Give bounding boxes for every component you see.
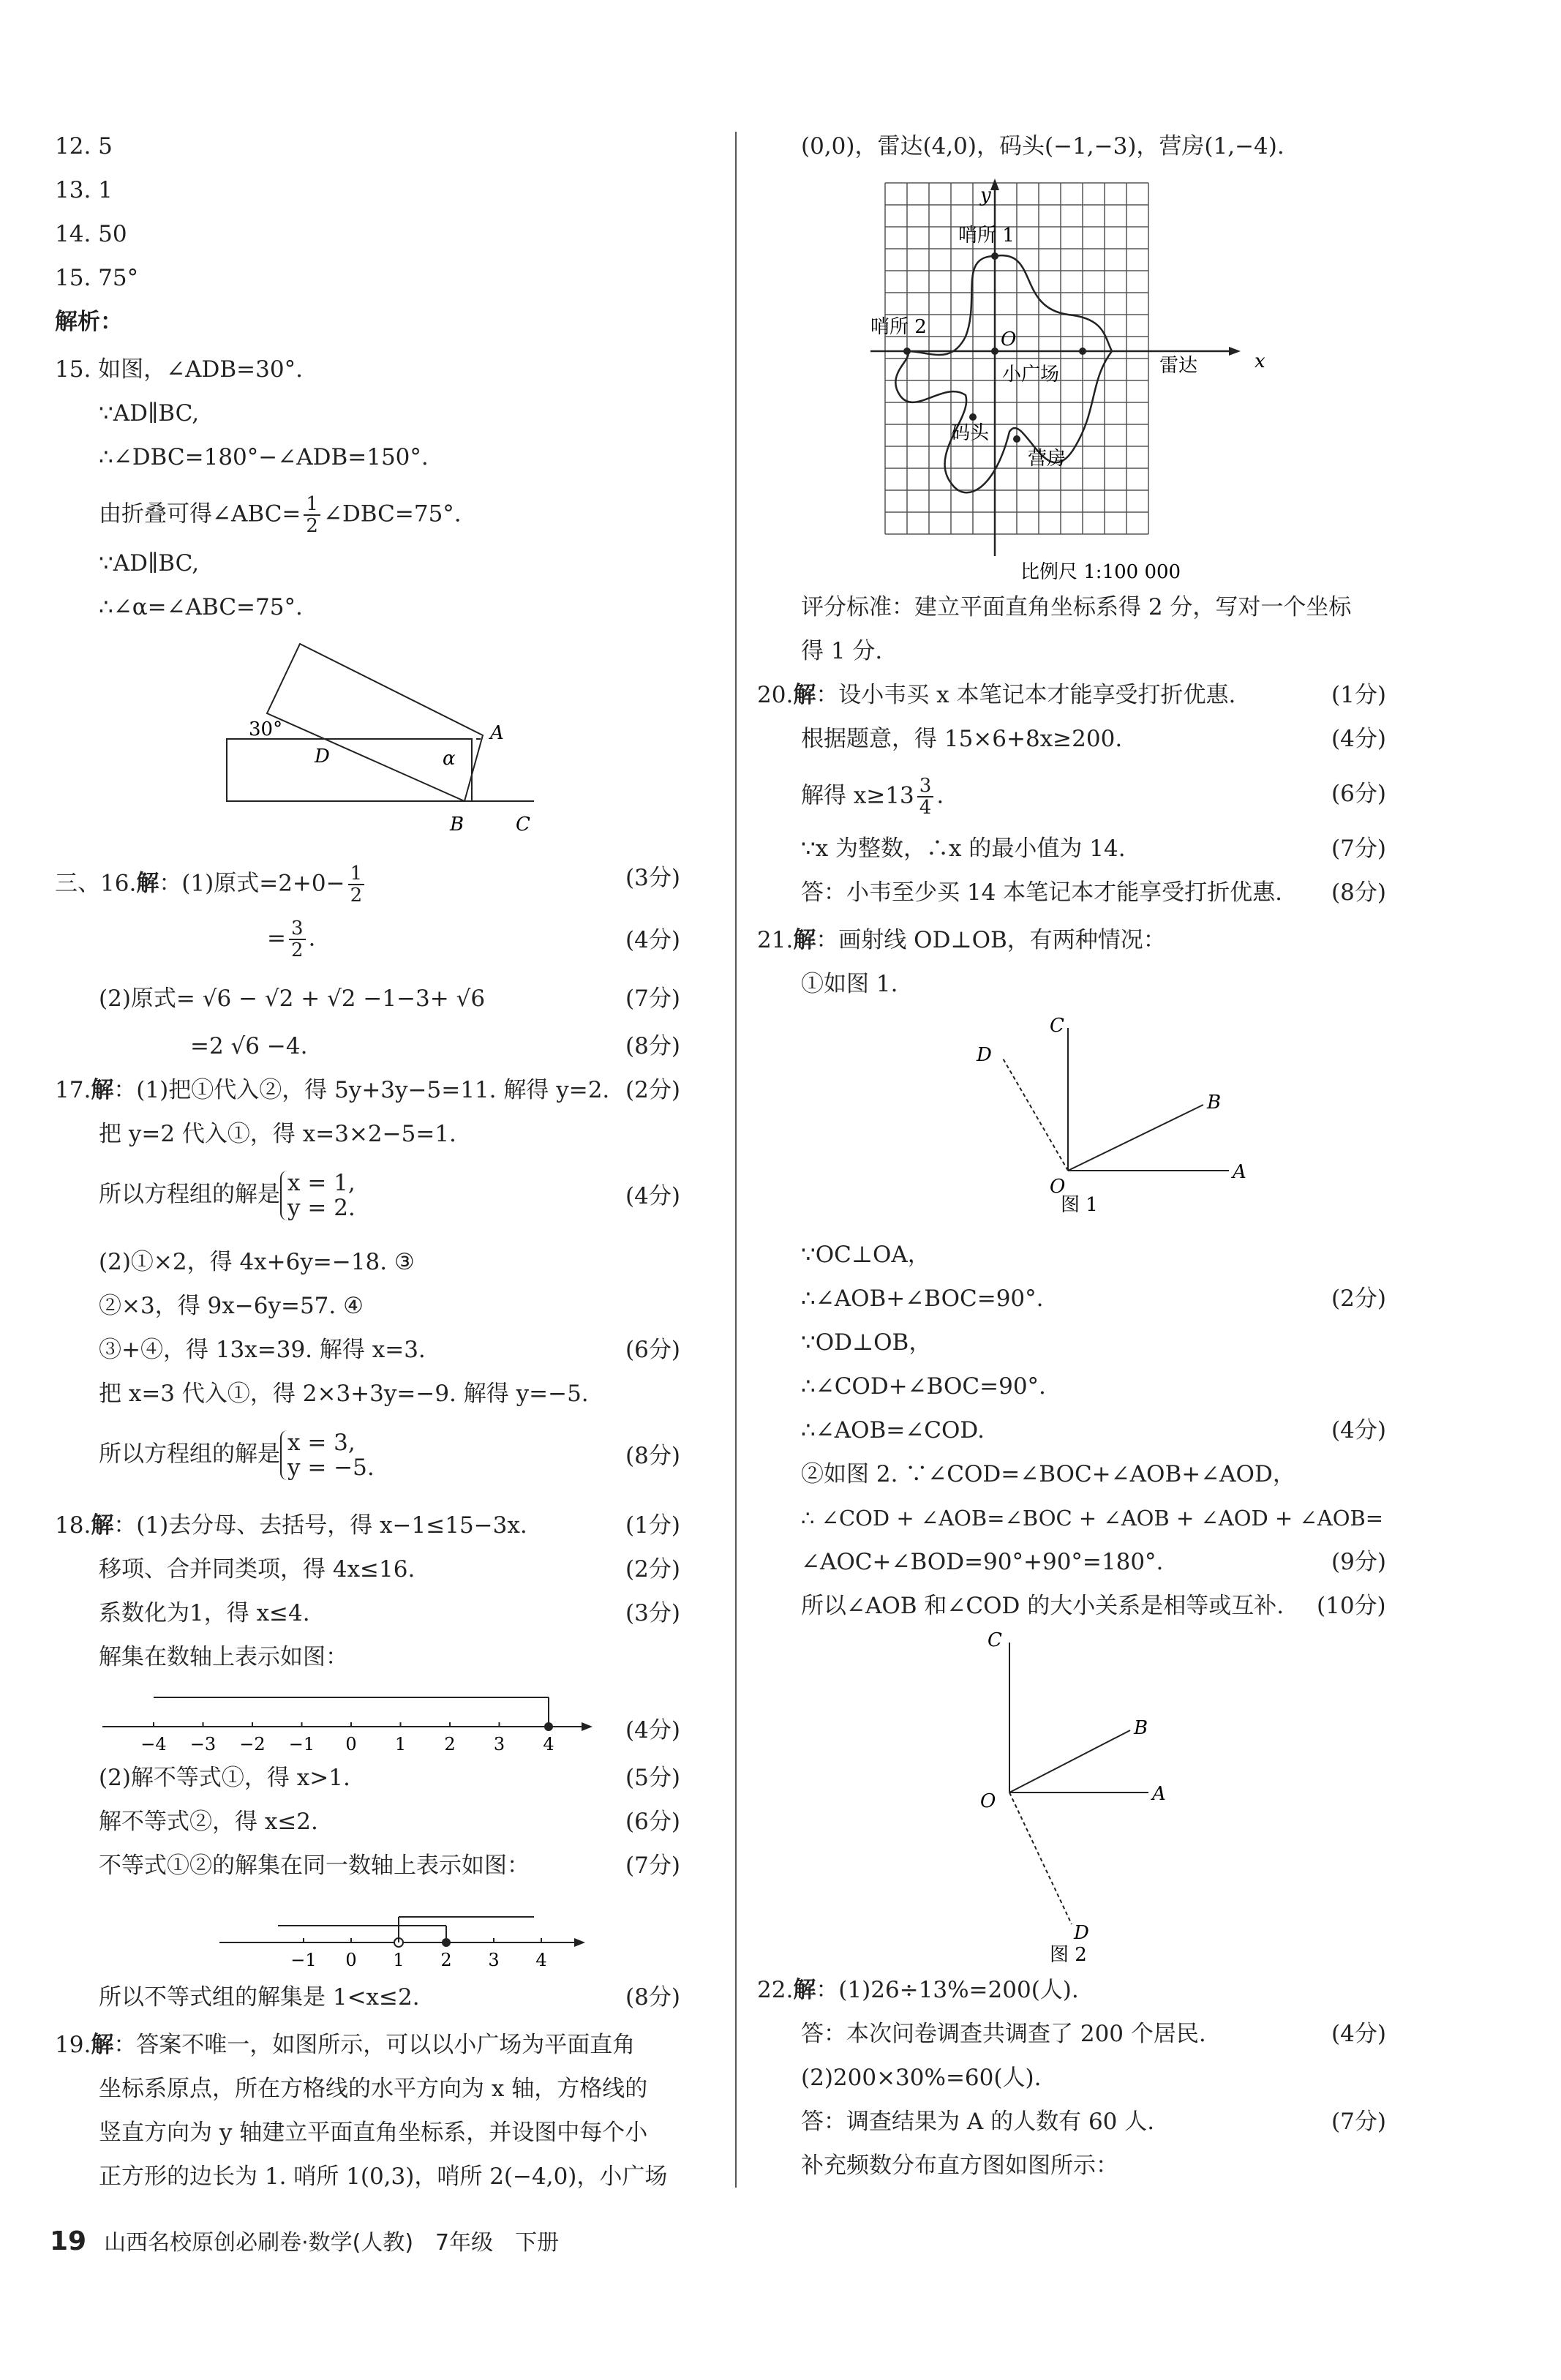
number-line-label: 1 bbox=[393, 1950, 405, 1970]
q20-line2: 根据题意，得 15×6+8x≥200. bbox=[801, 726, 1123, 752]
q16-frac-half bbox=[348, 863, 365, 906]
frac-num: 1 bbox=[304, 494, 320, 516]
fold-label-alpha: α bbox=[443, 748, 456, 770]
q21-line8: ②如图 2. ∵∠COD=∠BOC+∠AOB+∠AOD， bbox=[801, 1461, 1295, 1487]
q17-line7: 把 x=3 代入①，得 2×3+3y=−9. 解得 y=−5. bbox=[99, 1381, 589, 1407]
number-line-label: 3 bbox=[493, 1734, 505, 1754]
q18-line6: 解不等式②，得 x≤2. bbox=[99, 1809, 318, 1835]
number-line-label: −2 bbox=[239, 1734, 266, 1754]
q21-head: 21. bbox=[757, 927, 794, 953]
score: (1分) bbox=[625, 1512, 680, 1539]
score: (4分) bbox=[1331, 726, 1386, 752]
q15-fold-text: 由折叠可得∠ABC= bbox=[99, 500, 301, 528]
q18-line1 bbox=[55, 1511, 527, 1540]
fig1-A: A bbox=[1233, 1161, 1246, 1183]
book-title: 山西名校原创必刷卷·数学(人教) 7年级 下册 bbox=[104, 2230, 560, 2256]
q20-line5: 答：小韦至少买 14 本笔记本才能享受打折优惠. bbox=[801, 879, 1283, 906]
fig2-D: D bbox=[1074, 1922, 1089, 1944]
number-line-label: −1 bbox=[290, 1950, 317, 1970]
q18-jie: 解 bbox=[91, 1512, 114, 1539]
score: (2分) bbox=[1331, 1285, 1386, 1312]
score: (2分) bbox=[625, 1556, 680, 1583]
q22-head: 22. bbox=[757, 1977, 794, 2003]
answer-12: 12. 5 bbox=[55, 133, 113, 159]
sys-row: x = 3, bbox=[287, 1430, 356, 1456]
frac-den: 2 bbox=[350, 885, 363, 906]
fold-label-C: C bbox=[516, 814, 530, 836]
sys-row: y = −5. bbox=[287, 1454, 375, 1481]
right-column bbox=[739, 0, 1561, 2195]
q22-line1 bbox=[757, 1975, 1079, 2005]
q17-line1 bbox=[55, 1075, 609, 1105]
q20-line4: ∵x 为整数，∴x 的最小值为 14. bbox=[801, 836, 1126, 862]
fig2-caption: 图 2 bbox=[1050, 1944, 1087, 1964]
fold-label-A: A bbox=[490, 722, 504, 744]
q18-line8: 所以不等式组的解集是 1<x≤2. bbox=[99, 1984, 420, 2011]
q18-line3: 系数化为1，得 x≤4. bbox=[99, 1600, 310, 1626]
fig2-A: A bbox=[1152, 1783, 1166, 1805]
fold-diagram bbox=[205, 629, 556, 841]
q22-line4: 答：调查结果为 A 的人数有 60 人. bbox=[801, 2109, 1155, 2135]
q18-line2: 移项、合并同类项，得 4x≤16. bbox=[99, 1556, 415, 1583]
q22-jie: 解 bbox=[793, 1977, 816, 2003]
q16-line2 bbox=[267, 918, 315, 961]
number-line-1 bbox=[95, 1679, 600, 1760]
frac-num: 1 bbox=[348, 863, 365, 885]
q21-line11: 所以∠AOB 和∠COD 的大小关系是相等或互补. bbox=[801, 1593, 1284, 1619]
q20-l1: ：设小韦买 x 本笔记本才能享受打折优惠. bbox=[816, 682, 1236, 708]
q18-line4: 解集在数轴上表示如图： bbox=[99, 1644, 348, 1670]
q19-line2: 坐标系原点，所在方格线的水平方向为 x 轴，方格线的 bbox=[99, 2076, 648, 2102]
score: (4分) bbox=[1331, 2021, 1386, 2047]
frac-den: 4 bbox=[919, 797, 932, 819]
fig2-B: B bbox=[1134, 1717, 1148, 1739]
q15-line1: 15. 如图，∠ADB=30°. bbox=[55, 356, 303, 383]
fig1-caption: 图 1 bbox=[1061, 1194, 1098, 1216]
q17-line3 bbox=[99, 1171, 356, 1220]
map-origin-label: O bbox=[1001, 329, 1017, 350]
fig2-C: C bbox=[988, 1629, 1002, 1651]
frac-num: 3 bbox=[917, 776, 934, 797]
fig1-C: C bbox=[1050, 1015, 1064, 1037]
score: (8分) bbox=[625, 1984, 680, 2011]
q17-line2: 把 y=2 代入①，得 x=3×2−5=1. bbox=[99, 1121, 456, 1147]
q16-jie: 解 bbox=[136, 870, 159, 897]
q17-line4: (2)①×2，得 4x+6y=−18. ③ bbox=[99, 1249, 415, 1275]
q16-l1: ：(1)原式=2+0− bbox=[159, 870, 345, 897]
q21-line1 bbox=[757, 926, 1166, 955]
score: (4分) bbox=[625, 1183, 680, 1209]
map-y-label: y bbox=[980, 184, 991, 206]
fig2-O: O bbox=[980, 1790, 996, 1812]
score: (3分) bbox=[625, 1600, 680, 1626]
q17-line5: ②×3，得 9x−6y=57. ④ bbox=[99, 1293, 364, 1319]
number-line-label: −1 bbox=[288, 1734, 315, 1754]
q17-system-2 bbox=[280, 1430, 375, 1480]
score: (4分) bbox=[625, 927, 680, 953]
q21-jie: 解 bbox=[793, 927, 816, 953]
q17-l1: ：(1)把①代入②，得 5y+3y−5=11. 解得 y=2. bbox=[113, 1077, 610, 1103]
map-x-label: x bbox=[1255, 350, 1265, 372]
frac-den: 2 bbox=[290, 939, 304, 961]
number-line-label: 2 bbox=[444, 1734, 456, 1754]
q15-fold-end: ∠DBC=75°. bbox=[323, 500, 462, 528]
score: (7分) bbox=[1331, 2109, 1386, 2135]
coordinate-map bbox=[870, 176, 1280, 585]
q20-result-end: . bbox=[936, 782, 944, 809]
q16-line4: =2 √6 −4. bbox=[190, 1033, 308, 1059]
q16-line3: (2)原式= √6 − √2 + √2 −1−3+ √6 bbox=[99, 986, 486, 1012]
q16-frac-32 bbox=[289, 918, 306, 961]
score: (6分) bbox=[625, 1337, 680, 1363]
score: (8分) bbox=[625, 1443, 680, 1469]
number-line-label: −4 bbox=[140, 1734, 167, 1754]
map-camp: 营房 bbox=[1028, 448, 1067, 470]
q16-line1 bbox=[55, 863, 367, 906]
score: (8分) bbox=[625, 1033, 680, 1059]
q18-line7: 不等式①②的解集在同一数轴上表示如图： bbox=[99, 1852, 530, 1879]
q22-line5: 补充频数分布直方图如图所示： bbox=[801, 2152, 1118, 2179]
q20-result: 解得 x≥13 bbox=[801, 782, 914, 809]
score: (2分) bbox=[625, 1077, 680, 1103]
column-divider bbox=[735, 132, 737, 2188]
figure-1 bbox=[951, 1013, 1273, 1233]
q16-head: 三、16. bbox=[55, 870, 137, 897]
number-line-label: 3 bbox=[488, 1950, 500, 1970]
q17-line6: ③+④，得 13x=39. 解得 x=3. bbox=[99, 1337, 426, 1363]
q17-line8 bbox=[99, 1430, 375, 1480]
q16-end: . bbox=[308, 925, 316, 952]
number-line-label: 0 bbox=[345, 1734, 357, 1754]
score: (7分) bbox=[625, 986, 680, 1012]
score: (6分) bbox=[625, 1809, 680, 1835]
q15-line4 bbox=[99, 494, 462, 536]
score: (6分) bbox=[1331, 781, 1386, 807]
map-radar: 雷达 bbox=[1159, 355, 1198, 377]
map-plaza: 小广场 bbox=[1002, 364, 1060, 386]
answer-15: 15. 75° bbox=[55, 265, 139, 291]
fold-label-D: D bbox=[315, 746, 330, 767]
q20-head: 20. bbox=[757, 682, 794, 708]
q17-system-1 bbox=[280, 1171, 356, 1220]
q22-line2: 答：本次问卷调查共调查了 200 个居民. bbox=[801, 2021, 1206, 2047]
sys-row: y = 2. bbox=[287, 1195, 356, 1221]
score: (9分) bbox=[1331, 1549, 1386, 1575]
q21-line10: ∠AOC+∠BOD=90°+90°=180°. bbox=[801, 1549, 1164, 1575]
q18-head: 18. bbox=[55, 1512, 91, 1539]
q15-line3: ∴∠DBC=180°−∠ADB=150°. bbox=[99, 444, 429, 470]
q15-line2: ∵AD∥BC, bbox=[99, 400, 200, 427]
q20-line3 bbox=[801, 776, 944, 818]
q21-l1: ：画射线 OD⊥OB，有两种情况： bbox=[816, 927, 1166, 953]
score: (8分) bbox=[1331, 879, 1386, 906]
q19-line4: 正方形的边长为 1. 哨所 1(0,3)，哨所 2(−4,0)，小广场 bbox=[99, 2163, 668, 2190]
q20-line1 bbox=[757, 680, 1235, 710]
q18-l1: ：(1)去分母、去括号，得 x−1≤15−3x. bbox=[113, 1512, 527, 1539]
q19-coords-cont: (0,0)，雷达(4,0)，码头(−1,−3)，营房(1,−4). bbox=[801, 133, 1284, 159]
q19-score-rule-2: 得 1 分. bbox=[801, 638, 883, 664]
q20-jie: 解 bbox=[793, 682, 816, 708]
figure-2 bbox=[966, 1628, 1214, 1964]
number-line-label: 1 bbox=[394, 1734, 407, 1754]
frac-den: 2 bbox=[306, 515, 318, 537]
q17-head: 17. bbox=[55, 1077, 91, 1103]
q15-line6: ∴∠α=∠ABC=75°. bbox=[99, 594, 303, 620]
q19-l1: ：答案不唯一，如图所示，可以以小广场为平面直角 bbox=[113, 2032, 636, 2058]
q22-line3: (2)200×30%=60(人). bbox=[801, 2065, 1042, 2091]
q19-line3: 竖直方向为 y 轴建立平面直角坐标系，并设图中每个小 bbox=[99, 2120, 648, 2146]
fig1-B: B bbox=[1207, 1092, 1222, 1114]
number-line-label: 4 bbox=[535, 1950, 547, 1970]
number-line-label: 4 bbox=[543, 1734, 554, 1754]
q21-line4: ∴∠AOB+∠BOC=90°. bbox=[801, 1285, 1044, 1312]
number-line-2 bbox=[212, 1895, 593, 1975]
analysis-heading: 解析： bbox=[55, 309, 123, 335]
fold-label-B: B bbox=[450, 814, 464, 836]
page-number: 19 bbox=[50, 2226, 87, 2256]
q20-frac-34 bbox=[917, 776, 934, 818]
number-line-label: 0 bbox=[345, 1950, 357, 1970]
answer-14: 14. 50 bbox=[55, 221, 127, 247]
fraction-half bbox=[304, 494, 320, 536]
q19-line1 bbox=[55, 2030, 635, 2060]
map-dock: 码头 bbox=[951, 422, 990, 444]
score: (3分) bbox=[625, 865, 680, 891]
score: (7分) bbox=[1331, 836, 1386, 862]
map-sentry-2: 哨所 2 bbox=[870, 316, 927, 338]
fig1-D: D bbox=[977, 1044, 992, 1066]
number-line-label: 2 bbox=[440, 1950, 452, 1970]
map-sentry-1: 哨所 1 bbox=[958, 225, 1015, 247]
q18-line5: (2)解不等式①，得 x>1. bbox=[99, 1765, 350, 1791]
q19-jie: 解 bbox=[91, 2032, 114, 2058]
q17-sol-text-2: 所以方程组的解是 bbox=[99, 1441, 280, 1468]
left-column bbox=[0, 0, 731, 2195]
q22-l1: ：(1)26÷13%=200(人). bbox=[816, 1977, 1079, 2003]
page-footer bbox=[50, 2224, 559, 2256]
q19-head: 19. bbox=[55, 2032, 91, 2058]
fold-label-30: 30° bbox=[249, 718, 283, 740]
q21-line3: ∵OC⊥OA， bbox=[801, 1242, 930, 1268]
q21-line6: ∴∠COD+∠BOC=90°. bbox=[801, 1373, 1046, 1400]
q21-line2: ①如图 1. bbox=[801, 971, 898, 997]
score: (10分) bbox=[1317, 1593, 1386, 1619]
fig1-O: O bbox=[1050, 1176, 1066, 1198]
q17-jie: 解 bbox=[91, 1077, 114, 1103]
q19-score-rule-1: 评分标准：建立平面直角坐标系得 2 分，写对一个坐标 bbox=[801, 594, 1352, 620]
score: (7分) bbox=[625, 1852, 680, 1879]
score: (4分) bbox=[1331, 1417, 1386, 1444]
sys-row: x = 1, bbox=[287, 1170, 356, 1196]
number-line-label: −3 bbox=[189, 1734, 217, 1754]
score: (1分) bbox=[1331, 682, 1386, 708]
frac-num: 3 bbox=[289, 918, 306, 940]
q17-sol-text: 所以方程组的解是 bbox=[99, 1181, 280, 1208]
score: (4分) bbox=[625, 1717, 680, 1743]
score: (5分) bbox=[625, 1765, 680, 1791]
q21-line7: ∴∠AOB=∠COD. bbox=[801, 1417, 985, 1444]
q21-line5: ∵OD⊥OB， bbox=[801, 1329, 932, 1356]
q16-eq: = bbox=[267, 925, 286, 952]
map-scale: 比例尺 1:100 000 bbox=[1020, 561, 1181, 583]
q21-line9: ∴ ∠COD + ∠AOB=∠BOC + ∠AOB + ∠AOD + ∠AOB= bbox=[801, 1506, 1384, 1531]
answer-13: 13. 1 bbox=[55, 177, 113, 203]
q15-line5: ∵AD∥BC, bbox=[99, 550, 200, 577]
